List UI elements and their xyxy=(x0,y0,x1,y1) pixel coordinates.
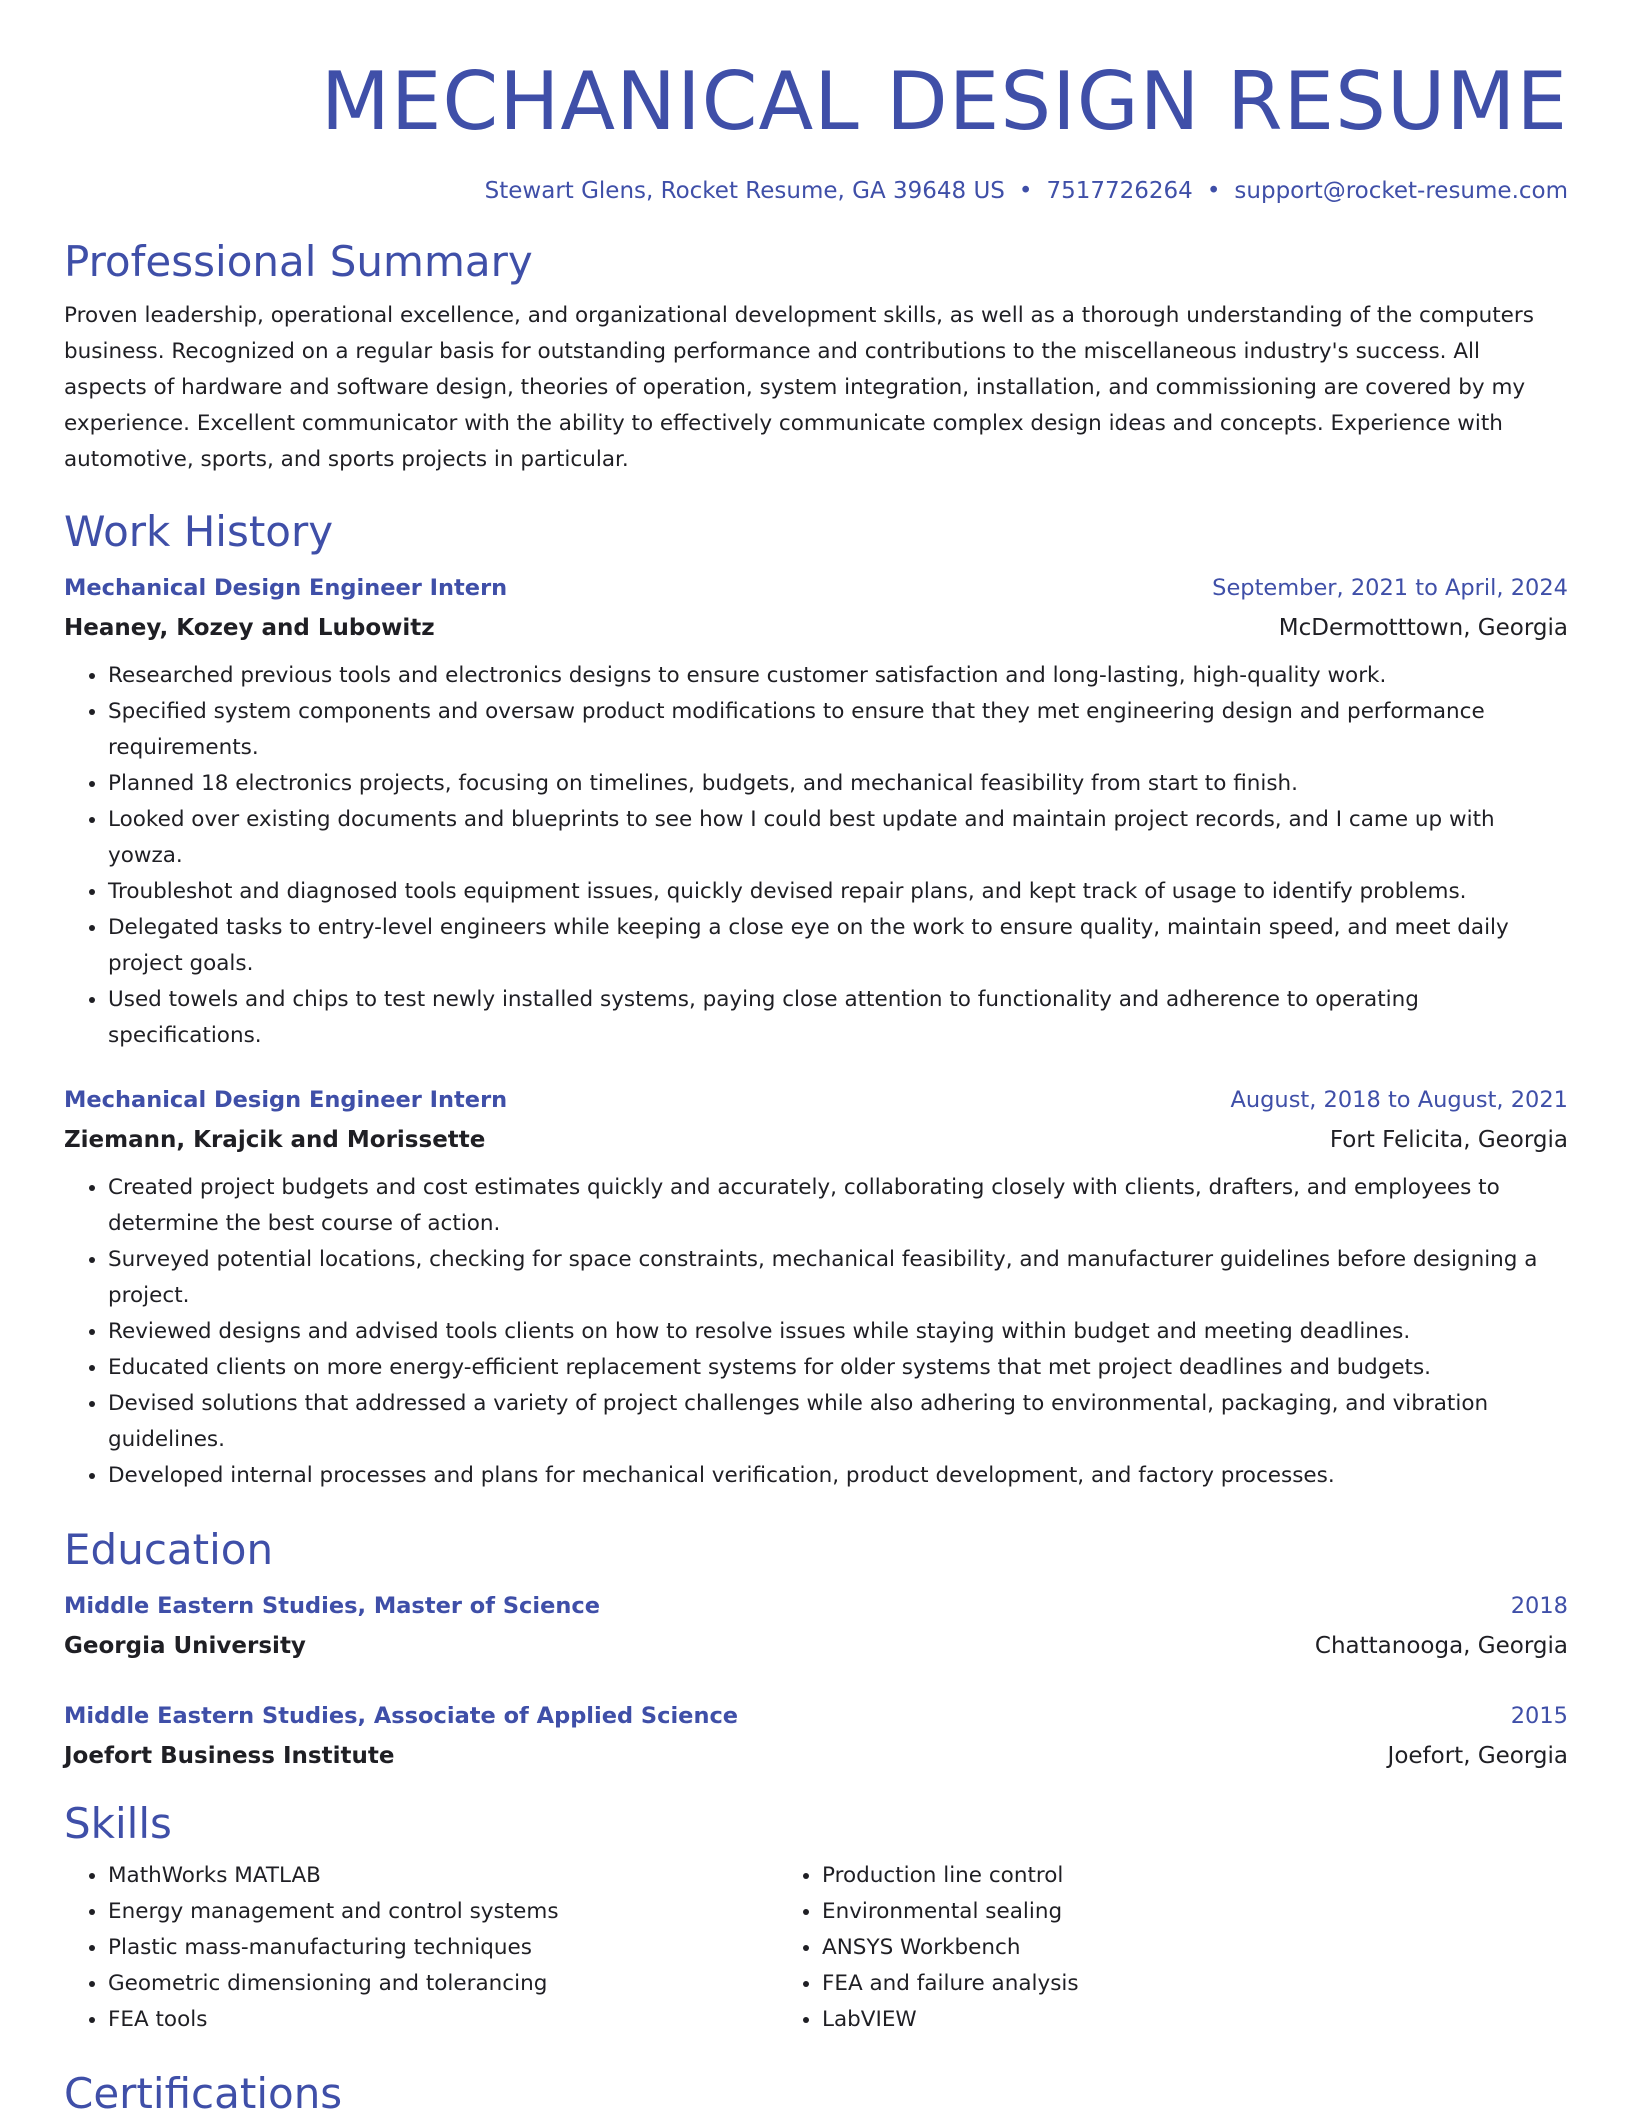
education-degree: Middle Eastern Studies, Master of Science xyxy=(64,1593,600,1619)
job-location: Fort Felicita, Georgia xyxy=(1329,1127,1568,1153)
contact-separator: • xyxy=(1206,178,1221,204)
list-item: • Plastic mass-manufacturing techniques xyxy=(108,1930,772,1966)
list-item: • Specified system components and oversaw product modifications to ensure that they met engineering design and performance requirements. xyxy=(108,694,1568,766)
list-item: • LabVIEW xyxy=(822,2002,1480,2038)
contact-phone: 7517726264 xyxy=(1046,178,1193,204)
list-item: • FEA tools xyxy=(108,2002,772,2038)
job-location: McDermotttown, Georgia xyxy=(1278,615,1568,641)
job-company: Heaney, Kozey and Lubowitz xyxy=(64,615,435,641)
list-item: • MathWorks MATLAB xyxy=(108,1858,772,1894)
job-entry xyxy=(64,1080,1568,1494)
education-location: Chattanooga, Georgia xyxy=(1314,1633,1568,1659)
job-dates: August, 2018 to August, 2021 xyxy=(1230,1087,1568,1113)
list-item: • Planned 18 electronics projects, focusing on timelines, budgets, and mechanical feasibility from start to finish. xyxy=(108,766,1568,802)
job-bullets xyxy=(64,1170,1568,1494)
summary-section xyxy=(64,236,1568,478)
list-item: • Used towels and chips to test newly installed systems, paying close attention to functionality and adherence to operating specifications. xyxy=(108,982,1568,1054)
contact-line xyxy=(64,176,1568,206)
list-item: • FEA and failure analysis xyxy=(822,1966,1480,2002)
job-title: Mechanical Design Engineer Intern xyxy=(64,575,508,601)
job-title: Mechanical Design Engineer Intern xyxy=(64,1087,508,1113)
list-item: • Energy management and control systems xyxy=(108,1894,772,1930)
list-item: • Looked over existing documents and blueprints to see how I could best update and maintain project records, and I came up with yowza. xyxy=(108,802,1568,874)
contact-separator: • xyxy=(1018,178,1033,204)
list-item: • Devised solutions that addressed a variety of project challenges while also adhering to environmental, packaging, and vibration guidelines. xyxy=(108,1386,1568,1458)
contact-address: Stewart Glens, Rocket Resume, GA 39648 US xyxy=(484,178,1005,204)
skills-list-left xyxy=(64,1858,772,2038)
contact-email: support@rocket-resume.com xyxy=(1234,178,1568,204)
list-item: • Reviewed designs and advised tools clients on how to resolve issues while staying within budget and meeting deadlines. xyxy=(108,1314,1568,1350)
education-entry xyxy=(64,1586,1568,1666)
job-bullets xyxy=(64,658,1568,1054)
education-year: 2018 xyxy=(1510,1593,1568,1619)
list-item: • ANSYS Workbench xyxy=(822,1930,1480,1966)
education-heading: Education xyxy=(64,1525,274,1574)
skills-list-right xyxy=(772,1858,1480,2038)
skills-section xyxy=(64,1798,1568,2038)
list-item: • Educated clients on more energy-efficient replacement systems for older systems that met project deadlines and budgets. xyxy=(108,1350,1568,1386)
education-entry xyxy=(64,1696,1568,1776)
list-item: • Researched previous tools and electronics designs to ensure customer satisfaction and long-lasting, high-quality work. xyxy=(108,658,1568,694)
certifications-section xyxy=(64,2068,1568,2120)
list-item: • Troubleshot and diagnosed tools equipment issues, quickly devised repair plans, and kept track of usage to identify problems. xyxy=(108,874,1568,910)
resume-title: MECHANICAL DESIGN RESUME xyxy=(320,55,1568,148)
skills-heading: Skills xyxy=(64,1799,172,1848)
list-item: • Environmental sealing xyxy=(822,1894,1480,1930)
certifications-heading: Certifications xyxy=(64,2069,343,2118)
education-school: Joefort Business Institute xyxy=(64,1743,395,1769)
summary-text: Proven leadership, operational excellence, and organizational development skills, as well as a thorough understanding of the computers business. Recognized on a regular basis for outstanding performance and contributions to the miscellaneous industry's success. All aspects of hardware and software design, theories of operation, system integration, installation, and commissioning are covered by my experience. Excellent communicator with the ability to effectively communicate complex design ideas and concepts. Experience with automotive, sports, and sports projects in particular. xyxy=(64,303,1534,472)
education-degree: Middle Eastern Studies, Associate of Applied Science xyxy=(64,1703,739,1729)
education-section xyxy=(64,1524,1568,1776)
job-dates: September, 2021 to April, 2024 xyxy=(1212,575,1568,601)
education-location: Joefort, Georgia xyxy=(1387,1743,1568,1769)
list-item: • Delegated tasks to entry-level engineers while keeping a close eye on the work to ensure quality, maintain speed, and meet daily project goals. xyxy=(108,910,1568,982)
list-item: • Surveyed potential locations, checking for space constraints, mechanical feasibility, and manufacturer guidelines before designing a project. xyxy=(108,1242,1568,1314)
job-company: Ziemann, Krajcik and Morissette xyxy=(64,1127,486,1153)
resume-page xyxy=(64,0,1568,2120)
list-item: • Geometric dimensioning and tolerancing xyxy=(108,1966,772,2002)
skills-columns xyxy=(64,1858,1568,2038)
work-heading: Work History xyxy=(64,507,334,556)
education-year: 2015 xyxy=(1510,1703,1568,1729)
work-section xyxy=(64,506,1568,1494)
education-school: Georgia University xyxy=(64,1633,306,1659)
list-item: • Developed internal processes and plans for mechanical verification, product development, and factory processes. xyxy=(108,1458,1568,1494)
list-item: • Production line control xyxy=(822,1858,1480,1894)
summary-heading: Professional Summary xyxy=(64,237,533,286)
list-item: • Created project budgets and cost estimates quickly and accurately, collaborating closely with clients, drafters, and employees to determine the best course of action. xyxy=(108,1170,1568,1242)
job-entry xyxy=(64,568,1568,1054)
